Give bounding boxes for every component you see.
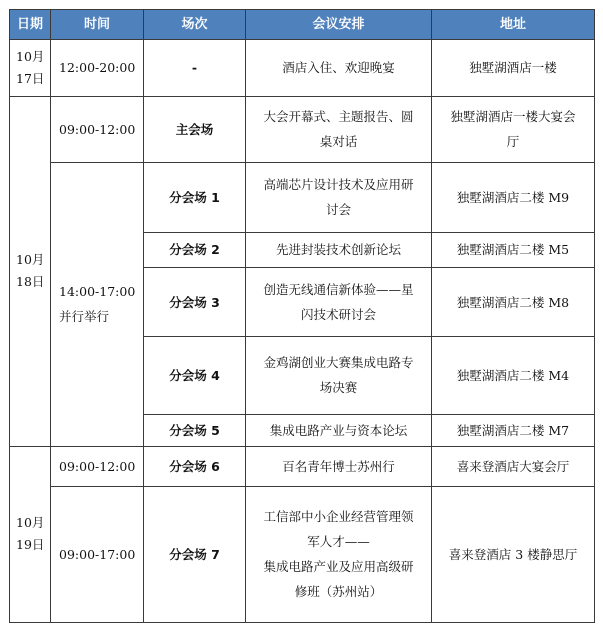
header-row — [10, 10, 595, 40]
table-row — [10, 40, 595, 97]
agenda-cell: 创造无线通信新体验——星 闪技术研讨会 — [246, 268, 432, 337]
address-cell: 独墅湖酒店二楼 M7 — [432, 414, 595, 446]
agenda-cell: 金鸡湖创业大赛集成电路专 场决赛 — [246, 337, 432, 414]
address-cell: 独墅湖酒店一楼大宴会 厅 — [432, 96, 595, 162]
address-cell: 独墅湖酒店一楼 — [432, 40, 595, 97]
time-cell: 14:00-17:00 并行举行 — [51, 162, 144, 446]
date-cell: 10月 17日 — [10, 40, 51, 97]
venue-cell: 分会场 4 — [144, 337, 246, 414]
table-row — [10, 96, 595, 162]
agenda-cell: 酒店入住、欢迎晚宴 — [246, 40, 432, 97]
header-date: 日期 — [10, 10, 51, 40]
time-cell: 12:00-20:00 — [51, 40, 144, 97]
address-cell: 独墅湖酒店二楼 M9 — [432, 162, 595, 232]
venue-cell: - — [144, 40, 246, 97]
header-time: 时间 — [51, 10, 144, 40]
time-cell: 09:00-12:00 — [51, 96, 144, 162]
agenda-cell: 先进封装技术创新论坛 — [246, 232, 432, 267]
header-venue: 场次 — [144, 10, 246, 40]
agenda-cell: 大会开幕式、主题报告、圆 桌对话 — [246, 96, 432, 162]
agenda-cell: 工信部中小企业经营管理领 军人才—— 集成电路产业及应用高级研 修班（苏州站） — [246, 486, 432, 622]
date-cell: 10月 19日 — [10, 446, 51, 623]
address-cell: 独墅湖酒店二楼 M4 — [432, 337, 595, 414]
time-cell: 09:00-17:00 — [51, 486, 144, 622]
venue-cell: 分会场 6 — [144, 446, 246, 486]
agenda-cell: 集成电路产业与资本论坛 — [246, 414, 432, 446]
table-row — [10, 162, 595, 232]
header-agenda: 会议安排 — [246, 10, 432, 40]
venue-cell: 分会场 1 — [144, 162, 246, 232]
address-cell: 独墅湖酒店二楼 M5 — [432, 232, 595, 267]
venue-cell: 主会场 — [144, 96, 246, 162]
header-address: 地址 — [432, 10, 595, 40]
agenda-cell: 高端芯片设计技术及应用研 讨会 — [246, 162, 432, 232]
venue-cell: 分会场 3 — [144, 268, 246, 337]
agenda-cell: 百名青年博士苏州行 — [246, 446, 432, 486]
time-cell: 09:00-12:00 — [51, 446, 144, 486]
address-cell: 独墅湖酒店二楼 M8 — [432, 268, 595, 337]
table-row — [10, 446, 595, 486]
address-cell: 喜来登酒店 3 楼静思厅 — [432, 486, 595, 622]
address-cell: 喜来登酒店大宴会厅 — [432, 446, 595, 486]
venue-cell: 分会场 5 — [144, 414, 246, 446]
venue-cell: 分会场 2 — [144, 232, 246, 267]
table-row — [10, 486, 595, 622]
schedule-table — [9, 9, 595, 623]
venue-cell: 分会场 7 — [144, 486, 246, 622]
date-cell: 10月 18日 — [10, 96, 51, 446]
